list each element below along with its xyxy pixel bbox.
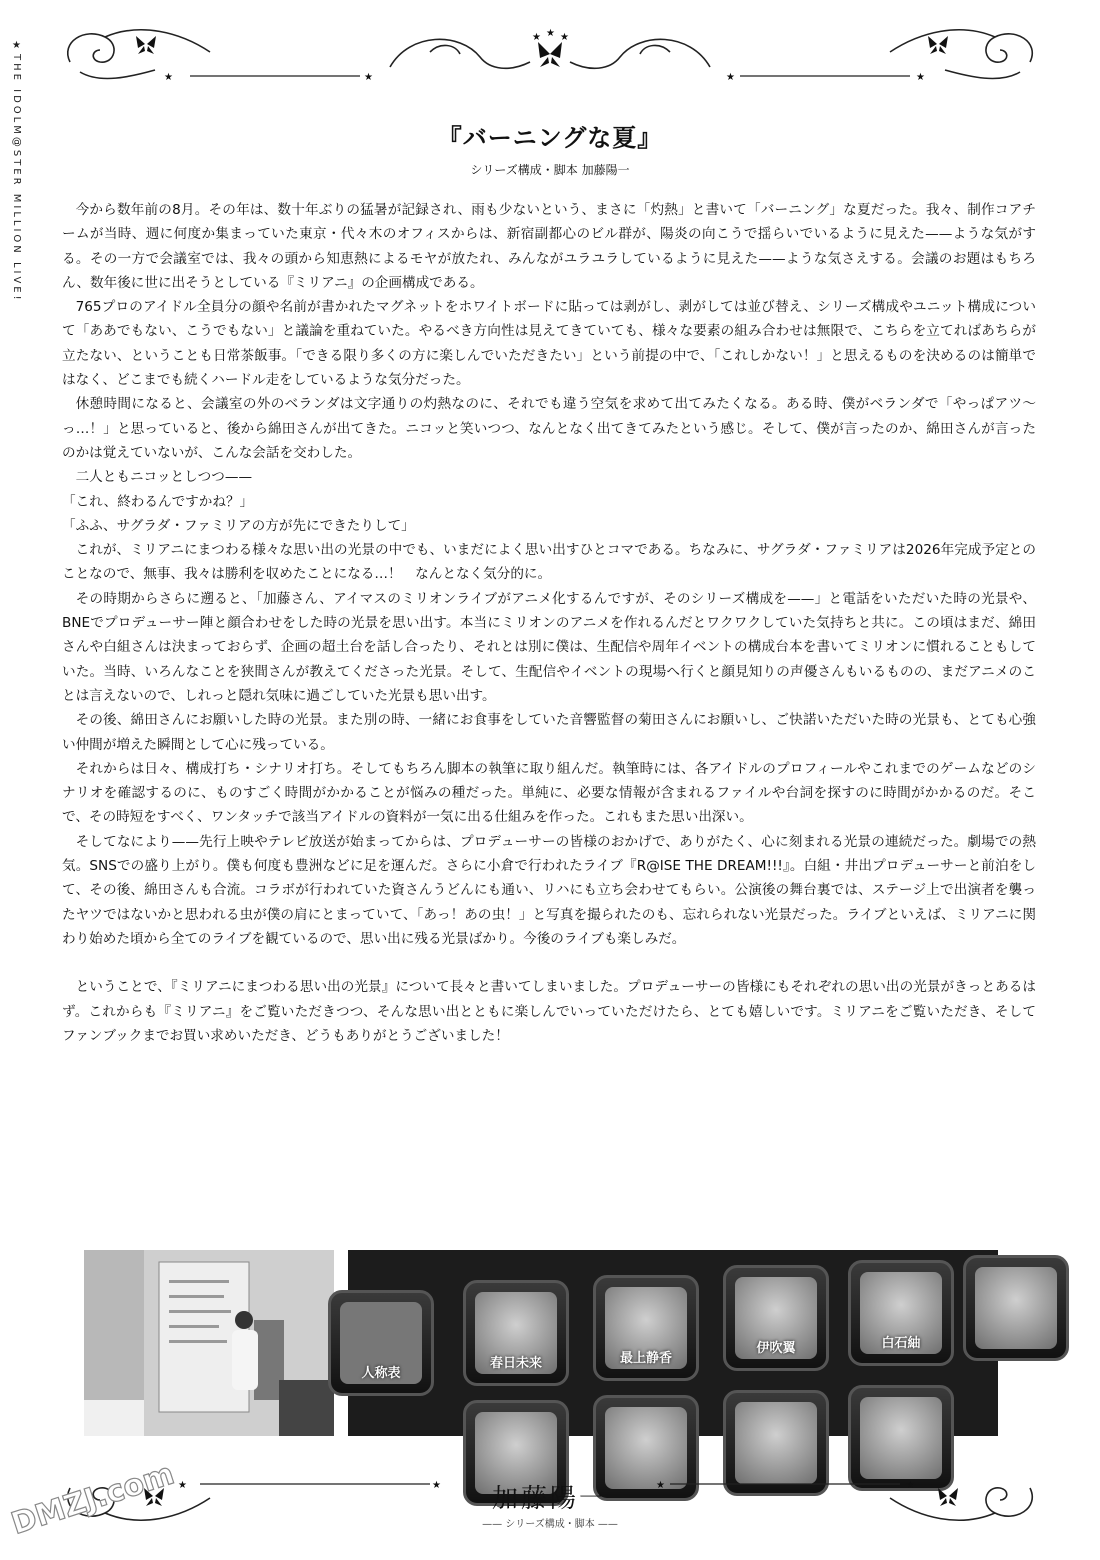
whiteboard-photo xyxy=(84,1250,334,1436)
svg-text:★: ★ xyxy=(364,72,373,83)
idol-key-partial xyxy=(963,1255,1069,1361)
paragraph: 休憩時間になると、会議室の外のベランダは文字通りの灼熱なのに、それでも違う空気を求めて出てみたくなる。ある時、僕がベランダで「やっぱアツ〜っ…！」と思っていると、後から綿田さんが出てきた。ニコッと笑いつつ、なんとなく出てきてみたという感じ。そして、僕が言ったのか、綿田さんが言ったのかは覚えていないが、こんな会話を交わした。 xyxy=(62,396,1036,461)
paragraph: 765プロのアイドル全員分の顔や名前が書かれたマグネットをホワイトボードに貼っては剥がし、剥がしては並び替え、シリーズ構成やユニット構成について「ああでもない、こうでもない」と議論を重ねていた。やるべき方向性は見えてきていても、様々な要素の組み合わせは無限で、こちらを立てればあちらが立たない、ということも日常茶飯事。「できる限り多くの方に楽しんでいただきたい」という前提の中で、「これしかない！」と思えるものを決めるのは簡単ではなく、どこまでも続くハードル走をしているような気分だった。 xyxy=(62,299,1036,389)
key-button-board xyxy=(328,1290,434,1396)
svg-text:★: ★ xyxy=(164,72,173,83)
paragraph: 今から数年前の8月。その年は、数十年ぶりの猛暑が記録され、雨も少ないという、まさに「灼熱」と書いて「バーニング」な夏だった。我々、制作コアチームが当時、週に何度か集まっていた東京・代々木のオフィスからは、新宿副都心のビル群が、陽炎の向こうで揺らいでいるように見えた——ような気がする。その一方で会議室では、我々の頭から知恵熱によるモヤが放たれ、みんながユラユラしているように見えた——ような気さえする。会議のお題はもちろん、数年後に世に出そうとしている『ミリアニ』の企画構成である。 xyxy=(62,202,1036,291)
author-role: —— シリーズ構成・脚本 —— xyxy=(482,1519,618,1530)
key-label: 白石紬 xyxy=(881,1336,921,1351)
closing-paragraph: ということで、『ミリアニにまつわる思い出の光景』について長々と書いてしまいました。プロデューサーの皆様にもそれぞれの思い出の光景がきっとあるはず。これからも『ミリアニ』をご覧いただきつつ、そんな思い出とともに楽しんでいっていただけたら、とても嬉しいです。ミリアニをご覧いただき、そしてファンブックまでお買い求めいただき、どうもありがとうございました！ xyxy=(62,979,1036,1044)
key-label: 人称表 xyxy=(361,1366,401,1381)
key-label: 春日未来 xyxy=(489,1356,542,1371)
svg-text:★: ★ xyxy=(726,72,735,83)
svg-text:★: ★ xyxy=(560,32,569,43)
svg-text:★: ★ xyxy=(178,1480,187,1491)
svg-text:★: ★ xyxy=(432,1480,441,1491)
top-flourish-ornament xyxy=(60,22,1040,92)
svg-text:★: ★ xyxy=(546,28,555,39)
idol-key xyxy=(723,1265,829,1371)
author-name: 加藤陽一 xyxy=(491,1484,608,1514)
svg-text:★: ★ xyxy=(656,1480,665,1491)
dialogue-line: 「ふふ、サグラダ・ファミリアの方が先にできたりして」 xyxy=(62,517,415,534)
paragraph: これが、ミリアニにまつわる様々な思い出の光景の中でも、いまだによく思い出すひとコマである。ちなみに、サグラダ・ファミリアは2026年完成予定とのことなので、無事、我々は勝利を収めたことになる…！ なんとなく気分的に。 xyxy=(62,542,1036,583)
idol-key xyxy=(593,1275,699,1381)
key-label: 最上静香 xyxy=(619,1351,672,1366)
svg-text:★: ★ xyxy=(532,32,541,43)
paragraph: その時期からさらに遡ると、「加藤さん、アイマスのミリオンライブがアニメ化するんですが、そのシリーズ構成を——」と電話をいただいた時の光景や、BNEでプロデューサー陣と顔合わせをした時の光景を思い出す。本当にミリオンのアニメを作れるんだとワクワクしていた気持ちと共に。この頃はまだ、綿田さんや白組さんは決まっておらず、企画の超土台を話し合ったり、それとは別に僕は、生配信や周年イベントの構成台本を書いてミリオンに慣れることもしていた。当時、いろんなことを狭間さんが教えてくださった光景。そして、生配信やイベントの現場へ行くと顔見知りの声優さんもいるものの、まだアニメのことは言えないので、しれっと隠れ気味に過ごしていた光景も思い出す。 xyxy=(62,590,1036,704)
paragraph: 二人ともニコッとしつつ—— xyxy=(75,469,253,486)
paragraph: そしてなにより——先行上映やテレビ放送が始まってからは、プロデューサーの皆様のおかげで、ありがたく、心に刻まれる光景の連続だった。劇場での熱気。SNSでの盛り上がり。僕も何度も豊洲などに足を運んだ。さらに小倉で行われたライブ『R@ISE THE DREAM!!!』。白組・井出プロデューサーと前泊をして、その後、綿田さんも合流。コラボが行われていた資さんうどんにも通い、リハにも立ち会わせてもらい。公演後の舞台裏では、ステージ上で出演者を襲ったヤツではないかと思われる虫が僕の肩にとまっていて、「あっ！あの虫！」と写真を撮られたのも、忘れられない光景だった。ライブといえば、ミリアニに関わり始めた頃から全てのライブを観ているので、思い出に残る光景ばかり。今後のライブも楽しみだ。 xyxy=(62,833,1036,947)
article-subtitle: シリーズ構成・脚本 加藤陽一 xyxy=(470,163,630,177)
article-body xyxy=(62,198,1036,1048)
article-title: 『バーニングな夏』 xyxy=(437,124,663,152)
paragraph: それからは日々、構成打ち・シナリオ打ち。そしてもちろん脚本の執筆に取り組んだ。執筆時には、各アイドルのプロフィールやこれまでのゲームなどのシナリオを確認するのに、ものすごく時間がかかることが悩みの種だった。単純に、必要な情報が含まれるファイルや台詞を探すのに時間がかかるのだ。そこで、その時短をすべく、ワンタッチで該当アイドルの資料が一気に出る仕組みを作った。これもまた思い出深い。 xyxy=(62,760,1036,826)
svg-text:★: ★ xyxy=(916,72,925,83)
dialogue-line: 「これ、終わるんですかね？」 xyxy=(62,493,254,510)
watermark-logo xyxy=(6,1456,179,1548)
paragraph: その後、綿田さんにお願いした時の光景。また別の時、一緒にお食事をしていた音響監督の菊田さんにお願いし、ご快諾いただいた時の光景も、とても心強い仲間が増えた瞬間として心に残っている。 xyxy=(62,712,1036,753)
idol-key xyxy=(463,1280,569,1386)
butterfly-icon xyxy=(136,36,948,67)
svg-text:★: ★ xyxy=(906,1480,915,1491)
watermark-text: DMZJ.com xyxy=(7,1456,179,1542)
stream-deck-photo xyxy=(348,1250,998,1436)
side-series-text: ★THE IDOLM@STER MILLION LIVE! xyxy=(11,40,22,303)
key-label: 伊吹翼 xyxy=(756,1341,796,1356)
idol-key xyxy=(848,1260,954,1366)
